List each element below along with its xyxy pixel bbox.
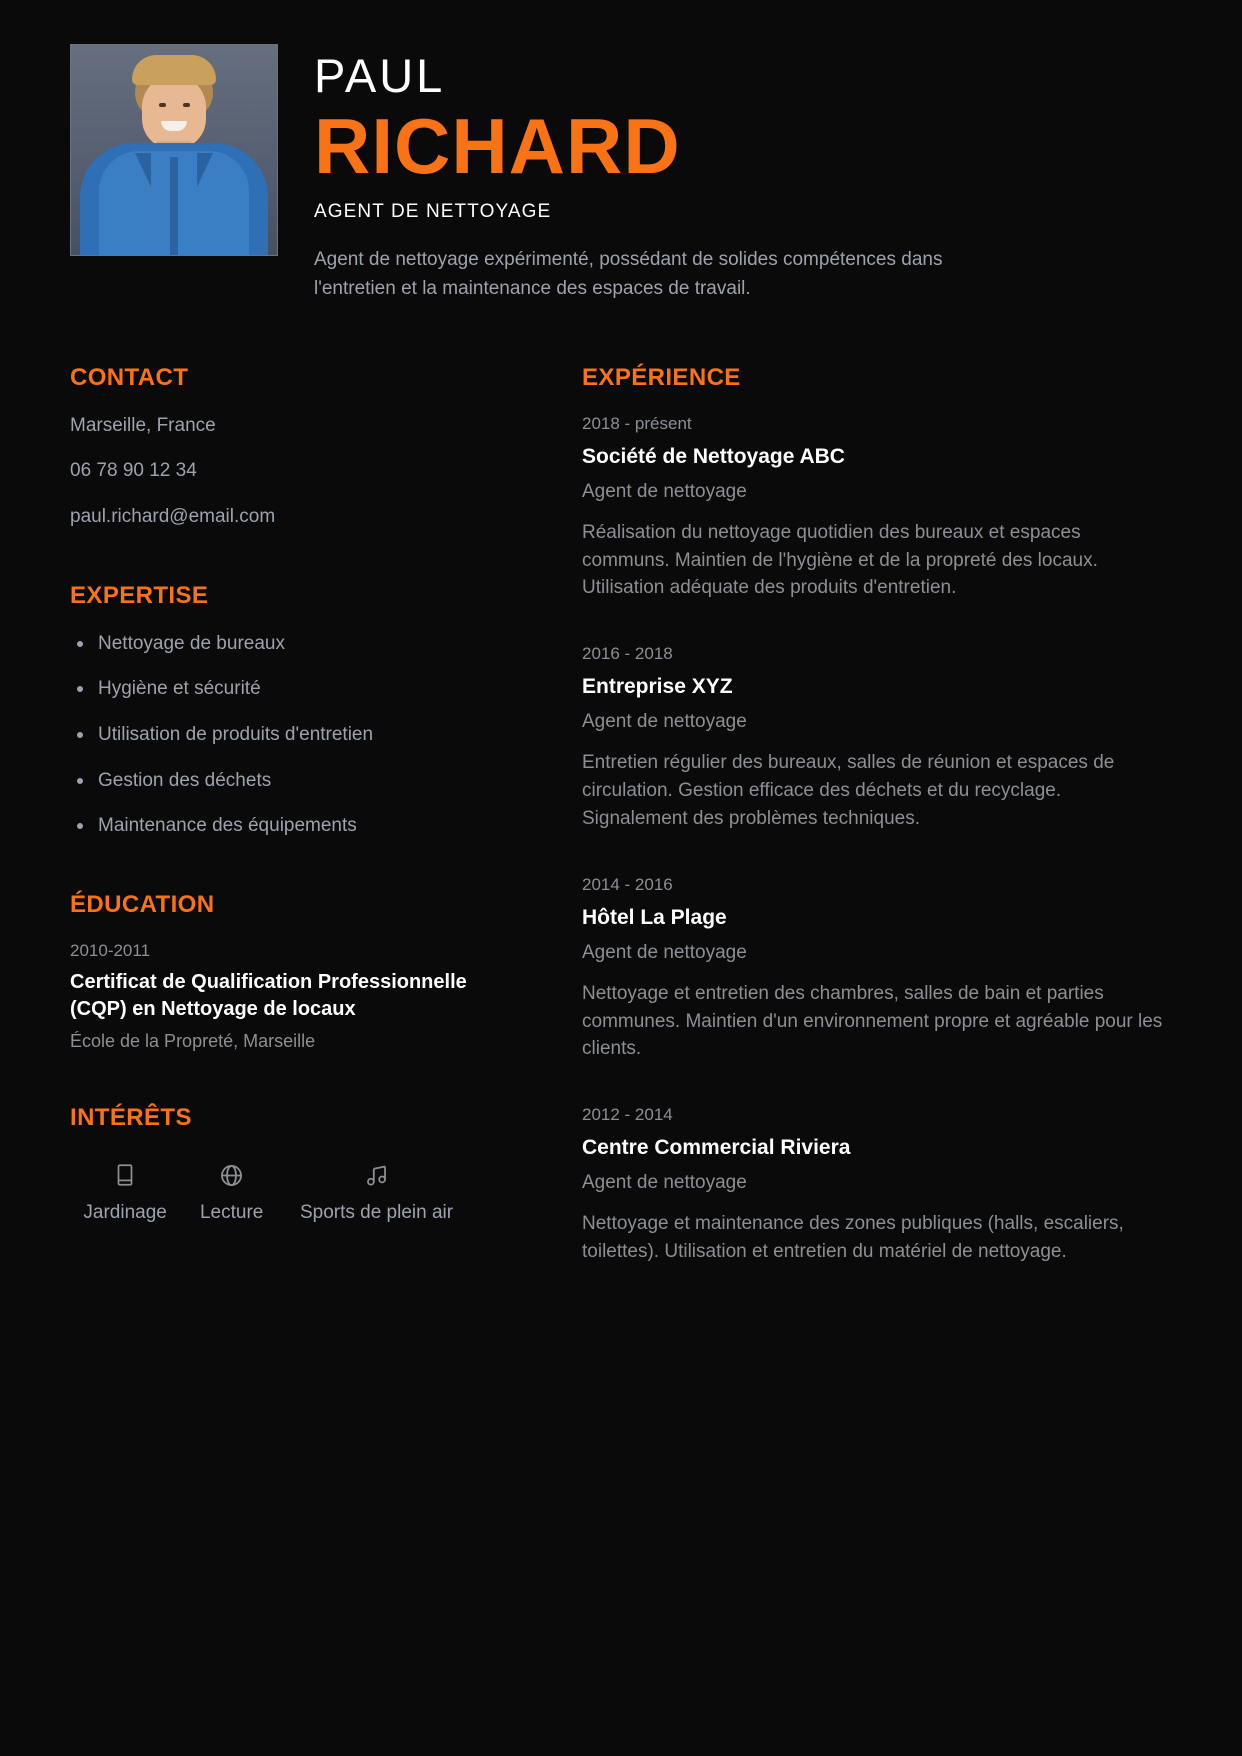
experience-description: Nettoyage et maintenance des zones publiques (halls, escaliers, toilettes). Utilisation et entretien du matériel de nettoyage. bbox=[582, 1213, 1124, 1263]
profile-summary: Agent de nettoyage expérimenté, possédant de solides compétences dans l'entretien et la maintenance des espaces de travail. bbox=[314, 248, 943, 300]
education-entry bbox=[70, 941, 470, 1052]
list-item bbox=[180, 1158, 283, 1224]
interests-list bbox=[70, 1158, 470, 1224]
experience-entry bbox=[582, 414, 1172, 603]
experience-entry bbox=[582, 875, 1172, 1064]
experience-date: 2018 - présent bbox=[582, 413, 692, 433]
education-section-title: ÉDUCATION bbox=[70, 891, 215, 918]
photo-eye-left bbox=[159, 103, 166, 107]
list-item: Gestion des déchets bbox=[70, 769, 470, 794]
expertise-section bbox=[70, 582, 470, 839]
interest-label: Jardinage bbox=[83, 1202, 167, 1223]
expertise-list bbox=[70, 632, 470, 839]
experience-role: Agent de nettoyage bbox=[582, 1172, 747, 1194]
profile-photo bbox=[70, 44, 278, 256]
interest-label: Sports de plein air bbox=[299, 1202, 454, 1223]
contact-email[interactable]: paul.richard@email.com bbox=[70, 505, 276, 527]
photo-eye-right bbox=[183, 103, 190, 107]
experience-company: Hôtel La Plage bbox=[582, 905, 727, 929]
book-icon bbox=[112, 1158, 138, 1192]
photo-shirt-placket bbox=[170, 157, 178, 256]
experience-company: Société de Nettoyage ABC bbox=[582, 444, 845, 468]
music-note-icon bbox=[363, 1158, 390, 1192]
education-date: 2010-2011 bbox=[70, 941, 151, 960]
education-school: École de la Propreté, Marseille bbox=[70, 1031, 316, 1051]
experience-description: Réalisation du nettoyage quotidien des bureaux et espaces communs. Maintien de l'hygiène et de la propreté des locaux. Utilisation adéquate des produits d'entretien. bbox=[582, 521, 1098, 599]
job-title: AGENT DE NETTOYAGE bbox=[314, 200, 552, 222]
contact-section bbox=[70, 364, 470, 530]
left-column bbox=[70, 364, 514, 1277]
list-item: Utilisation de produits d'entretien bbox=[70, 723, 470, 748]
experience-date: 2014 - 2016 bbox=[582, 874, 673, 894]
photo-collar-left bbox=[135, 153, 151, 187]
interest-label: Lecture bbox=[199, 1202, 264, 1223]
header-text-block bbox=[278, 44, 1172, 304]
interests-section bbox=[70, 1104, 470, 1224]
experience-date: 2016 - 2018 bbox=[582, 644, 673, 663]
globe-icon bbox=[218, 1158, 245, 1192]
photo-hair-front bbox=[132, 55, 216, 85]
list-item: Maintenance des équipements bbox=[70, 814, 470, 839]
contact-phone: 06 78 90 12 34 bbox=[70, 460, 197, 482]
first-name: PAUL bbox=[314, 49, 446, 102]
education-degree: Certificat de Qualification Professionnelle (CQP) en Nettoyage de locaux bbox=[70, 971, 467, 1020]
expertise-section-title: EXPERTISE bbox=[70, 581, 209, 609]
experience-company: Centre Commercial Riviera bbox=[582, 1136, 851, 1159]
experience-description: Entretien régulier des bureaux, salles de réunion et espaces de circulation. Gestion efficace des déchets et du recyclage. Signalement des problèmes techniques. bbox=[582, 752, 1115, 829]
experience-entry bbox=[582, 644, 1172, 833]
photo-collar-right bbox=[197, 153, 213, 187]
resume-header bbox=[0, 0, 1242, 304]
experience-section-title: EXPÉRIENCE bbox=[582, 363, 741, 391]
experience-description: Nettoyage et entretien des chambres, salles de bain et parties communes. Maintien d'un environnement propre et agréable pour les clients. bbox=[582, 982, 1163, 1060]
resume-body bbox=[0, 304, 1242, 1277]
list-item bbox=[283, 1158, 470, 1224]
list-item bbox=[70, 1158, 180, 1224]
experience-role: Agent de nettoyage bbox=[582, 711, 747, 733]
right-column bbox=[514, 364, 1172, 1277]
education-section bbox=[70, 891, 470, 1052]
interests-section-title: INTÉRÊTS bbox=[70, 1104, 192, 1131]
experience-company: Entreprise XYZ bbox=[582, 675, 733, 698]
list-item: Hygiène et sécurité bbox=[70, 677, 470, 702]
experience-role: Agent de nettoyage bbox=[582, 941, 747, 963]
photo-face bbox=[142, 75, 206, 149]
experience-role: Agent de nettoyage bbox=[582, 480, 747, 502]
list-item: Nettoyage de bureaux bbox=[70, 632, 470, 657]
contact-location: Marseille, France bbox=[70, 414, 216, 436]
last-name: RICHARD bbox=[314, 101, 681, 190]
contact-section-title: CONTACT bbox=[70, 363, 189, 391]
experience-date: 2012 - 2014 bbox=[582, 1105, 673, 1124]
experience-entry bbox=[582, 1105, 1172, 1266]
